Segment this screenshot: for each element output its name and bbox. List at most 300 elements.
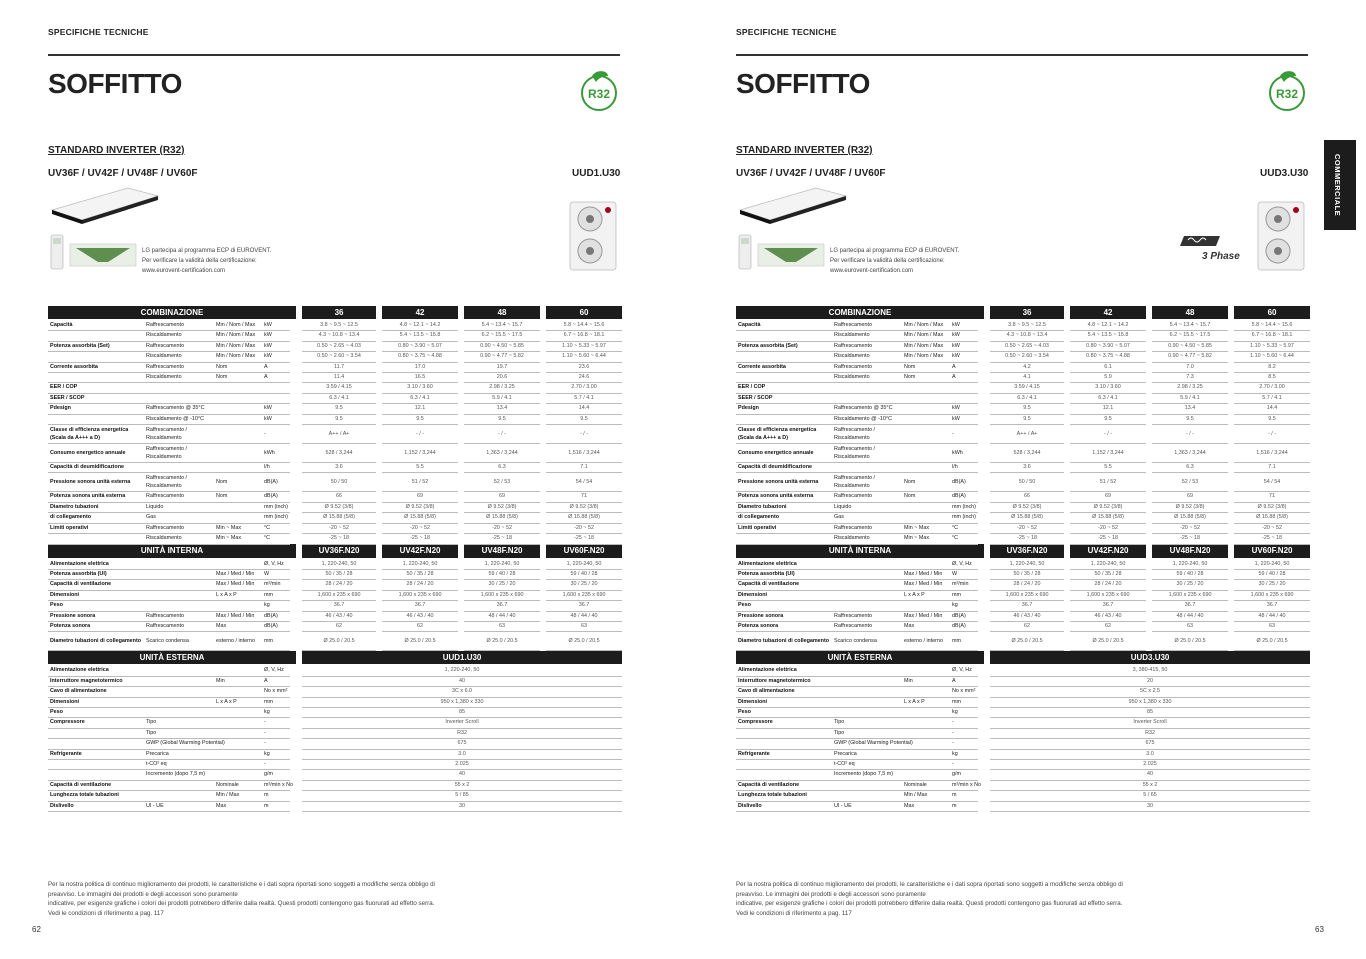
row-sublabel — [144, 463, 214, 473]
row-sublabel: Incremento (dopo 7,5 m) — [144, 770, 214, 780]
cell-value: 0.90 ~ 4.50 ~ 5.85 — [1152, 341, 1228, 351]
row-sublabel — [832, 590, 902, 600]
cell-value: 2.98 / 3.25 — [1152, 383, 1228, 393]
cell-value: 54 / 54 — [546, 473, 622, 492]
cell-value: 9.5 — [464, 414, 540, 424]
model-column-header: 36 — [990, 306, 1064, 320]
cell-value: -25 ~ 18 — [1070, 534, 1146, 544]
cell-value: 4.8 ~ 12.1 ~ 14.2 — [382, 320, 458, 331]
spec-row — [736, 383, 1310, 393]
spec-row — [736, 513, 1310, 523]
row-unit: mm — [950, 697, 978, 707]
row-unit: - — [262, 739, 290, 749]
model-column-header: 42 — [1070, 306, 1146, 320]
row-mode: Max — [902, 621, 950, 631]
row-unit: kW — [262, 320, 290, 331]
row-sublabel: Raffrescamento — [144, 362, 214, 372]
row-mode — [214, 444, 262, 463]
cell-value: 4.1 — [990, 373, 1064, 383]
row-label: Diametro tubazioni di collegamento — [736, 632, 832, 651]
row-mode: Min ~ Max — [214, 534, 262, 544]
row-mode — [214, 749, 262, 759]
cell-value: 9.5 — [1070, 414, 1146, 424]
row-unit: dB(A) — [950, 621, 978, 631]
cell-value: 85 — [302, 707, 622, 717]
cell-value: 20 — [990, 676, 1310, 686]
row-label: Diametro tubazioni — [48, 502, 144, 512]
row-mode — [214, 728, 262, 738]
cell-value: 0.50 ~ 2.60 ~ 3.54 — [302, 352, 376, 362]
cell-value: Ø 25.0 / 20.5 — [382, 632, 458, 651]
spec-row — [48, 590, 622, 600]
row-mode — [214, 770, 262, 780]
row-label: Alimentazione elettrica — [736, 559, 832, 570]
row-mode: Max / Med / Min — [902, 569, 950, 579]
cell-value: 9.5 — [382, 414, 458, 424]
row-mode: Min / Nom / Max — [902, 320, 950, 331]
cell-value: 23.6 — [546, 362, 622, 372]
row-label: Alimentazione elettrica — [48, 665, 144, 676]
row-mode — [902, 601, 950, 611]
row-mode: Nom — [214, 373, 262, 383]
row-label: Lunghezza totale tubazioni — [736, 791, 832, 801]
row-unit: kg — [262, 749, 290, 759]
cell-value: 3.6 — [990, 463, 1064, 473]
badge-text: R32 — [1275, 87, 1299, 101]
row-label: Consumo energetico annuale — [48, 444, 144, 463]
spec-row — [48, 621, 622, 631]
cell-value: 3.8 ~ 9.5 ~ 12.5 — [990, 320, 1064, 331]
row-unit: °C — [950, 523, 978, 533]
cell-value: 36.7 — [1070, 601, 1146, 611]
row-label: Potenza sonora unità esterna — [48, 492, 144, 502]
spec-row — [48, 665, 622, 676]
row-sublabel: t-CO² eq — [832, 760, 902, 770]
cell-value: 5 / 65 — [990, 791, 1310, 801]
side-tab-commerciale[interactable] — [1324, 140, 1356, 230]
row-unit: No x mm² — [950, 687, 978, 697]
cell-value: 6.3 / 4.1 — [990, 393, 1064, 403]
eurovent-text: LG partecipa al programma ECP di EUROVENT. Per verificare la validità della certificazione: www.eurovent-certification.com — [830, 248, 960, 274]
cell-value: 46 / 43 / 40 — [1070, 611, 1146, 621]
row-unit: - — [262, 760, 290, 770]
cell-value: 50 / 35 / 28 — [302, 569, 376, 579]
row-sublabel — [144, 791, 214, 801]
remote-image — [738, 234, 752, 270]
cell-value: 9.5 — [990, 414, 1064, 424]
cell-value: 14.4 — [1234, 404, 1310, 414]
row-label — [48, 728, 144, 738]
row-unit: kg — [950, 601, 978, 611]
row-unit: No x mm² — [262, 687, 290, 697]
cell-value: 2.70 / 3.00 — [546, 383, 622, 393]
cell-value: -20 ~ 52 — [1070, 523, 1146, 533]
cell-value: R32 — [990, 728, 1310, 738]
cell-value: 0.80 ~ 3.90 ~ 5.07 — [382, 341, 458, 351]
row-sublabel — [144, 780, 214, 790]
cell-value: 9.5 — [1152, 414, 1228, 424]
row-sublabel: Tipo — [832, 718, 902, 728]
cell-value: 30 — [302, 801, 622, 811]
cell-value: Ø 15.88 (5/8) — [302, 513, 376, 523]
cell-value: Ø 15.88 (5/8) — [382, 513, 458, 523]
subtitle: STANDARD INVERTER (R32) — [736, 145, 873, 156]
cell-value: 20.6 — [464, 373, 540, 383]
spec-row — [736, 760, 1310, 770]
cell-value: 7.0 — [1152, 362, 1228, 372]
row-sublabel: Riscaldamento — [144, 331, 214, 341]
row-label: EER / COP — [48, 383, 144, 393]
row-unit: m³/min — [262, 580, 290, 590]
cell-value: 19.7 — [464, 362, 540, 372]
model-column-header: 48 — [1152, 306, 1228, 320]
row-unit: kW — [950, 320, 978, 331]
outdoor-unit-image — [568, 200, 618, 272]
cell-value: 50 / 35 / 28 — [990, 569, 1064, 579]
row-unit — [950, 393, 978, 403]
row-sublabel — [832, 791, 902, 801]
row-label: Pdesign — [48, 404, 144, 414]
spec-row — [48, 780, 622, 790]
cell-value: 1,363 / 3,244 — [1152, 444, 1228, 463]
row-label: Limiti operativi — [736, 523, 832, 533]
row-unit: kW — [950, 331, 978, 341]
model-column-header: UV60F.N20 — [546, 544, 622, 559]
row-mode — [214, 425, 262, 444]
model-column-header: UV48F.N20 — [464, 544, 540, 559]
cell-value: 6.3 — [464, 463, 540, 473]
row-sublabel: Incremento (dopo 7,5 m) — [832, 770, 902, 780]
cell-value: 69 — [1070, 492, 1146, 502]
row-mode — [902, 383, 950, 393]
spec-row — [48, 697, 622, 707]
model-column-header: UV48F.N20 — [1152, 544, 1228, 559]
cell-value: -20 ~ 52 — [546, 523, 622, 533]
cell-value: 30 / 25 / 20 — [1234, 580, 1310, 590]
row-unit: - — [262, 728, 290, 738]
row-sublabel — [832, 676, 902, 686]
cell-value: 1, 220-240, 50 — [302, 665, 622, 676]
cell-value: 2.025 — [302, 760, 622, 770]
cell-value: 62 — [382, 621, 458, 631]
cell-value: 1, 220-240, 50 — [546, 559, 622, 570]
spec-row — [736, 463, 1310, 473]
row-sublabel — [832, 665, 902, 676]
cell-value: 675 — [302, 739, 622, 749]
section-label: SPECIFICHE TECNICHE — [736, 27, 837, 37]
cell-value: 4.2 — [990, 362, 1064, 372]
row-label: Alimentazione elettrica — [48, 559, 144, 570]
row-label: Potenza assorbita (UI) — [736, 569, 832, 579]
cell-value: 63 — [546, 621, 622, 631]
cell-value: 1, 220-240, 50 — [1234, 559, 1310, 570]
row-sublabel: Raffrescamento / Riscaldamento — [144, 444, 214, 463]
spec-row — [48, 707, 622, 717]
spec-row — [48, 444, 622, 463]
row-mode: Nom — [214, 492, 262, 502]
cell-value: 9.5 — [1234, 414, 1310, 424]
row-mode: Min / Max — [902, 791, 950, 801]
row-unit: °C — [262, 523, 290, 533]
spec-row — [736, 492, 1310, 502]
model-column-header: UV42F.N20 — [1070, 544, 1146, 559]
cell-value: 1,516 / 3,244 — [546, 444, 622, 463]
row-mode: Min / Nom / Max — [214, 341, 262, 351]
row-mode: Min / Nom / Max — [214, 331, 262, 341]
row-mode — [214, 414, 262, 424]
row-unit: A — [950, 362, 978, 372]
row-unit: kWh — [950, 444, 978, 463]
row-sublabel: Riscaldamento — [144, 352, 214, 362]
row-unit: °C — [950, 534, 978, 544]
row-unit: m³/min x No — [950, 780, 978, 790]
row-unit: g/m — [262, 770, 290, 780]
row-mode — [902, 707, 950, 717]
row-mode: L x A x P — [902, 697, 950, 707]
row-sublabel: Raffrescamento — [144, 341, 214, 351]
row-label: Dislivello — [48, 801, 144, 811]
row-label — [48, 760, 144, 770]
row-unit: °C — [262, 534, 290, 544]
row-unit: kg — [262, 707, 290, 717]
row-unit: - — [262, 425, 290, 444]
cell-value: 52 / 53 — [464, 473, 540, 492]
row-sublabel: Raffrescamento — [832, 492, 902, 502]
spec-row — [736, 770, 1310, 780]
row-sublabel — [832, 687, 902, 697]
row-sublabel — [144, 580, 214, 590]
cell-value: 1,152 / 3,244 — [382, 444, 458, 463]
cell-value: 5.7 / 4.1 — [546, 393, 622, 403]
cell-value: 71 — [1234, 492, 1310, 502]
row-label — [736, 331, 832, 341]
row-mode: Min ~ Max — [902, 523, 950, 533]
row-unit: m³/min — [950, 580, 978, 590]
row-sublabel — [144, 569, 214, 579]
spec-row — [48, 362, 622, 372]
row-label: Pdesign — [736, 404, 832, 414]
row-unit: kW — [262, 341, 290, 351]
row-label: Interruttore magnetotermico — [48, 676, 144, 686]
spec-row — [736, 780, 1310, 790]
spec-row — [736, 373, 1310, 383]
row-unit: g/m — [950, 770, 978, 780]
row-mode: L x A x P — [214, 590, 262, 600]
row-label: Diametro tubazioni — [736, 502, 832, 512]
row-label: Capacità — [736, 320, 832, 331]
section-header-row — [48, 306, 622, 320]
footnote: Per la nostra politica di continuo miglioramento dei prodotti, le caratteristiche e i dati sopra riportati sono soggetti a modifiche senza obbligo di preavviso. Le immagini dei prodotti e degli accessori sono puramente indicative, per esigenze grafiche i colori dei prodotti potrebbero differire dalla realtà. Questi prodotti contengono gas fluorurati ad effetto serra. Vedi le condizioni di riferimento a pag. 117 — [736, 881, 1123, 917]
row-unit: mm (inch) — [262, 513, 290, 523]
row-mode: Max / Med / Min — [902, 611, 950, 621]
model-list: UV36F / UV42F / UV48F / UV60F — [736, 168, 886, 179]
cell-value: Ø 9.52 (3/8) — [1070, 502, 1146, 512]
row-sublabel — [832, 580, 902, 590]
cell-value: 3, 380-415, 50 — [990, 665, 1310, 676]
row-label: Corrente assorbita — [736, 362, 832, 372]
row-sublabel: GWP (Global Warming Potential) — [832, 739, 902, 749]
cell-value: 13.4 — [1152, 404, 1228, 414]
cell-value: 1,152 / 3,244 — [1070, 444, 1146, 463]
spec-row — [736, 473, 1310, 492]
row-label: Cavo di alimentazione — [736, 687, 832, 697]
cell-value: 63 — [464, 621, 540, 631]
row-label — [736, 770, 832, 780]
row-unit — [262, 393, 290, 403]
spec-row — [48, 414, 622, 424]
cell-value: 30 — [990, 801, 1310, 811]
cell-value: 5.4 ~ 13.4 ~ 15.7 — [464, 320, 540, 331]
row-label: Lunghezza totale tubazioni — [48, 791, 144, 801]
row-sublabel: Raffrescamento — [832, 341, 902, 351]
row-label: Pressione sonora — [48, 611, 144, 621]
row-unit: kW — [262, 404, 290, 414]
cell-value: 0.50 ~ 2.60 ~ 3.54 — [990, 352, 1064, 362]
row-label: Consumo energetico annuale — [736, 444, 832, 463]
cell-value: 28 / 24 / 20 — [990, 580, 1064, 590]
row-mode: Min / Nom / Max — [902, 352, 950, 362]
cell-value: 0.90 ~ 4.77 ~ 5.82 — [464, 352, 540, 362]
row-mode: Nominale — [214, 780, 262, 790]
row-sublabel — [144, 697, 214, 707]
row-label: Dimensioni — [48, 590, 144, 600]
section-header-row — [48, 544, 622, 559]
cell-value: 1,600 x 235 x 690 — [382, 590, 458, 600]
row-unit: kg — [950, 707, 978, 717]
cell-value: 0.80 ~ 3.90 ~ 5.07 — [1070, 341, 1146, 351]
cell-value: 51 / 52 — [1070, 473, 1146, 492]
row-sublabel — [144, 707, 214, 717]
model-column-header: UV36F.N20 — [302, 544, 376, 559]
section-header: COMBINAZIONE — [48, 306, 296, 320]
section-header: COMBINAZIONE — [736, 306, 984, 320]
spec-row — [48, 425, 622, 444]
row-sublabel: Precarica — [144, 749, 214, 759]
row-mode — [902, 770, 950, 780]
cell-value: 46 / 43 / 40 — [302, 611, 376, 621]
cell-value: -25 ~ 18 — [1152, 534, 1228, 544]
cell-value: -25 ~ 18 — [546, 534, 622, 544]
cell-value: 13.4 — [464, 404, 540, 414]
row-label: Alimentazione elettrica — [736, 665, 832, 676]
row-mode — [214, 513, 262, 523]
row-unit: - — [950, 425, 978, 444]
cell-value: Ø 25.0 / 20.5 — [1152, 632, 1228, 651]
cell-value: 5.8 ~ 14.4 ~ 15.6 — [1234, 320, 1310, 331]
row-unit — [950, 383, 978, 393]
spec-row — [48, 739, 622, 749]
cell-value: 0.90 ~ 4.77 ~ 5.82 — [1152, 352, 1228, 362]
eurovent-logo-icon — [70, 244, 136, 266]
row-label: Potenza sonora — [736, 621, 832, 631]
spec-row — [48, 341, 622, 351]
row-mode: Min ~ Max — [902, 534, 950, 544]
spec-row — [48, 383, 622, 393]
cell-value: 6.3 — [1152, 463, 1228, 473]
spec-row — [736, 559, 1310, 570]
model-column-header: 36 — [302, 306, 376, 320]
row-sublabel: Liquido — [144, 502, 214, 512]
spec-row — [48, 676, 622, 686]
cell-value: Ø 15.88 (5/8) — [990, 513, 1064, 523]
spec-row — [736, 580, 1310, 590]
cell-value: 9.5 — [546, 414, 622, 424]
row-mode — [214, 760, 262, 770]
cell-value: 1,600 x 235 x 690 — [464, 590, 540, 600]
row-label: Classe di efficienza energetica (Scala da A+++ a D) — [48, 425, 144, 444]
row-unit: W — [950, 569, 978, 579]
row-unit: dB(A) — [262, 473, 290, 492]
row-label: Pressione sonora — [736, 611, 832, 621]
row-sublabel: Raffrescamento — [144, 492, 214, 502]
spec-row — [48, 502, 622, 512]
cell-value: - / - — [464, 425, 540, 444]
row-mode — [902, 728, 950, 738]
cell-value: 5 / 85 — [302, 791, 622, 801]
three-phase-icon — [1180, 232, 1246, 264]
cell-value: 51 / 52 — [382, 473, 458, 492]
row-sublabel: Raffrescamento / Riscaldamento — [144, 473, 214, 492]
row-unit: kW — [950, 414, 978, 424]
row-mode — [902, 393, 950, 403]
cell-value: 48 / 44 / 40 — [546, 611, 622, 621]
cell-value: -20 ~ 52 — [1152, 523, 1228, 533]
cell-value: 5.7 / 4.1 — [1234, 393, 1310, 403]
row-mode: Nom — [902, 492, 950, 502]
cell-value: 1,600 x 235 x 690 — [1070, 590, 1146, 600]
cell-value: 50 / 50 — [302, 473, 376, 492]
row-unit: kW — [262, 352, 290, 362]
cell-value: 54 / 54 — [1234, 473, 1310, 492]
row-unit: m — [950, 791, 978, 801]
cell-value: -20 ~ 52 — [990, 523, 1064, 533]
row-label — [48, 352, 144, 362]
phase-label: 3 Phase — [1202, 251, 1240, 262]
page-number: 62 — [32, 925, 41, 934]
spec-row — [736, 707, 1310, 717]
row-label: di collegamento — [736, 513, 832, 523]
page-right — [688, 0, 1366, 959]
cell-value: 1,600 x 235 x 690 — [1152, 590, 1228, 600]
cell-value: 6.7 ~ 16.8 ~ 18.1 — [546, 331, 622, 341]
model-list: UV36F / UV42F / UV48F / UV60F — [48, 168, 198, 179]
row-mode — [902, 749, 950, 759]
row-mode — [902, 404, 950, 414]
row-unit: A — [950, 676, 978, 686]
cell-value: 5.9 — [1070, 373, 1146, 383]
spec-row — [736, 632, 1310, 651]
row-label: Pressione sonora unità esterna — [48, 473, 144, 492]
row-label: Peso — [48, 707, 144, 717]
row-sublabel — [832, 697, 902, 707]
cell-value: 62 — [1070, 621, 1146, 631]
outdoor-unit-image — [1256, 200, 1306, 272]
model-column-header: 42 — [382, 306, 458, 320]
row-sublabel: Raffrescamento — [144, 611, 214, 621]
row-unit: kW — [950, 352, 978, 362]
subtitle: STANDARD INVERTER (R32) — [48, 145, 185, 156]
row-mode: Max — [214, 801, 262, 811]
row-sublabel — [144, 601, 214, 611]
spec-row — [48, 718, 622, 728]
row-label: Capacità di ventilazione — [736, 780, 832, 790]
cell-value: 7.1 — [1234, 463, 1310, 473]
row-sublabel: Raffrescamento / Riscaldamento — [832, 473, 902, 492]
model-column-header: UV60F.N20 — [1234, 544, 1310, 559]
cell-value: Inverter Scroll — [302, 718, 622, 728]
row-unit: dB(A) — [262, 492, 290, 502]
row-sublabel — [832, 601, 902, 611]
